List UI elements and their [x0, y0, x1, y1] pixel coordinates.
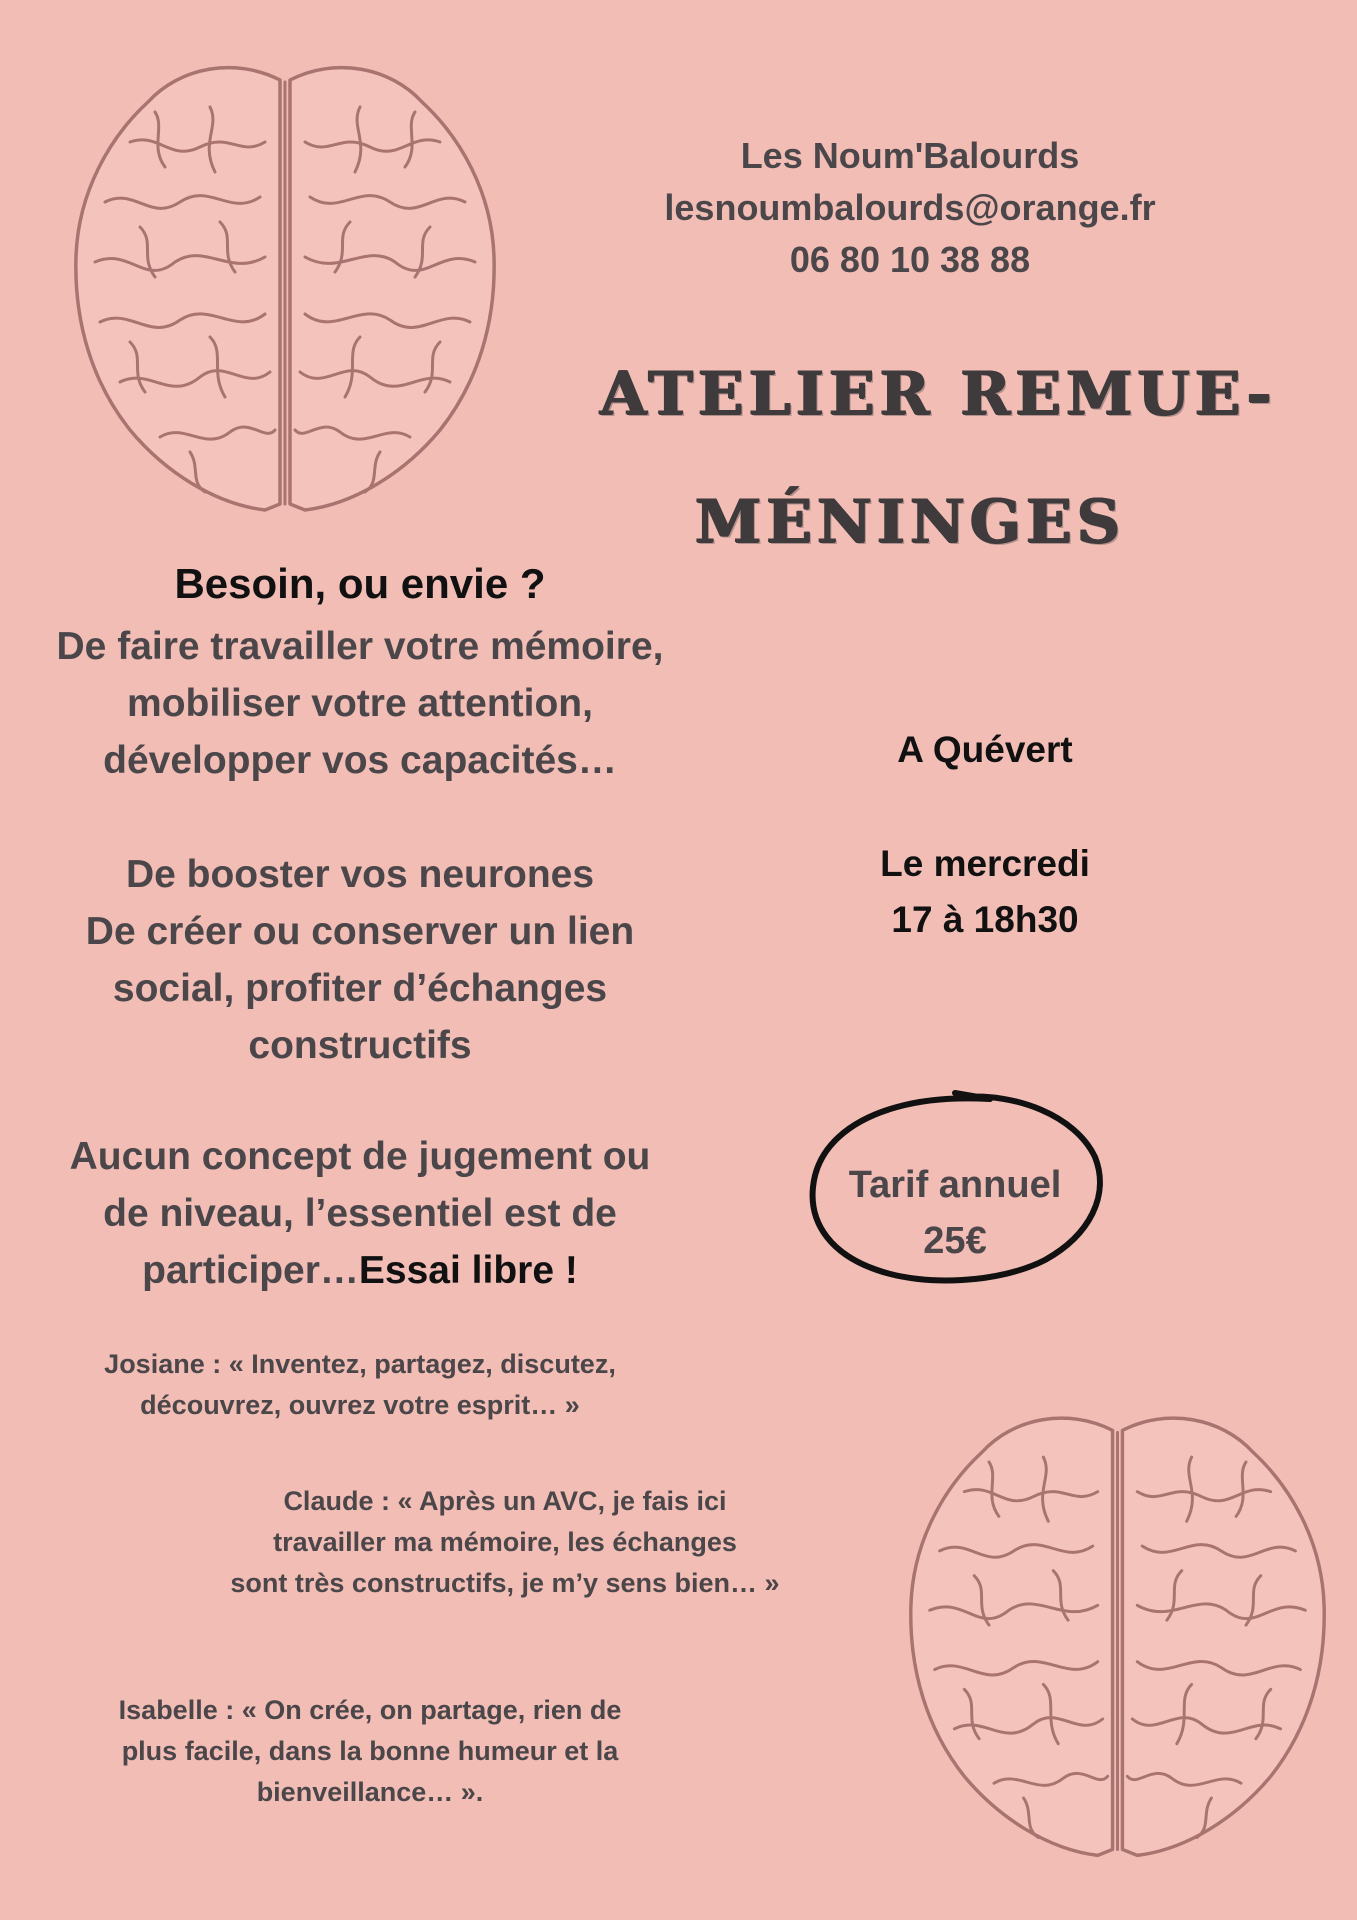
intro-line: de niveau, l’essentiel est de [103, 1192, 617, 1235]
testimonial-line: découvrez, ouvrez votre esprit… » [140, 1390, 580, 1420]
location: A Quévert [897, 729, 1073, 770]
title-line-1: ATELIER REMUE- [600, 359, 1277, 429]
intro-line: De faire travailler votre mémoire, [56, 625, 664, 668]
testimonial-line: bienveillance… ». [256, 1777, 484, 1807]
tarif-text [805, 1157, 1105, 1269]
intro-lead: Besoin, ou envie ? [174, 560, 546, 607]
intro-block-3 [20, 1128, 700, 1299]
intro-line: De créer ou conserver un lien [85, 910, 635, 953]
intro-block-1 [20, 618, 700, 789]
tarif-price: 25€ [923, 1220, 987, 1262]
testimonial-line: travailler ma mémoire, les échanges [273, 1527, 737, 1557]
tarif-label: Tarif annuel [848, 1164, 1062, 1206]
testimonial-josiane [70, 1344, 650, 1426]
intro-text: participer… [142, 1249, 359, 1292]
intro-line-last [20, 1242, 700, 1299]
brain-illustration-top [70, 52, 500, 517]
schedule-day: Le mercredi [880, 843, 1090, 884]
testimonial-claude [175, 1481, 835, 1604]
intro-line: développer vos capacités… [103, 739, 617, 782]
intro-line: constructifs [248, 1024, 472, 1067]
testimonial-line: sont très constructifs, je m’y sens bien… » [230, 1568, 780, 1598]
testimonial-line: Claude : « Après un AVC, je fais ici [283, 1486, 727, 1516]
email-address[interactable]: lesnoumbalourds@orange.fr [664, 187, 1156, 228]
contact-block [610, 130, 1210, 286]
testimonial-line: Isabelle : « On crée, on partage, rien de [118, 1695, 622, 1725]
brain-illustration-bottom [905, 1400, 1330, 1865]
location-info [815, 722, 1155, 778]
tarif-badge [805, 1085, 1105, 1290]
testimonial-line: Josiane : « Inventez, partagez, discutez, [104, 1349, 616, 1379]
brain-icon [70, 52, 500, 517]
title-line-2: MÉNINGES [694, 487, 1126, 557]
intro-line: social, profiter d’échanges [112, 967, 608, 1010]
page-title [600, 330, 1277, 586]
intro-line: De booster vos neurones [125, 853, 595, 896]
intro-line: mobiliser votre attention, [127, 682, 593, 725]
schedule-info [815, 836, 1155, 948]
org-name: Les Noum'Balourds [740, 135, 1080, 176]
testimonial-isabelle [80, 1690, 660, 1813]
free-trial-text: Essai libre ! [358, 1249, 578, 1292]
testimonial-line: plus facile, dans la bonne humeur et la [121, 1736, 619, 1766]
intro-block-2 [20, 846, 700, 1074]
brain-icon [905, 1400, 1330, 1865]
schedule-time: 17 à 18h30 [891, 899, 1079, 940]
intro-line: Aucun concept de jugement ou [69, 1135, 651, 1178]
phone-number[interactable]: 06 80 10 38 88 [789, 239, 1031, 280]
